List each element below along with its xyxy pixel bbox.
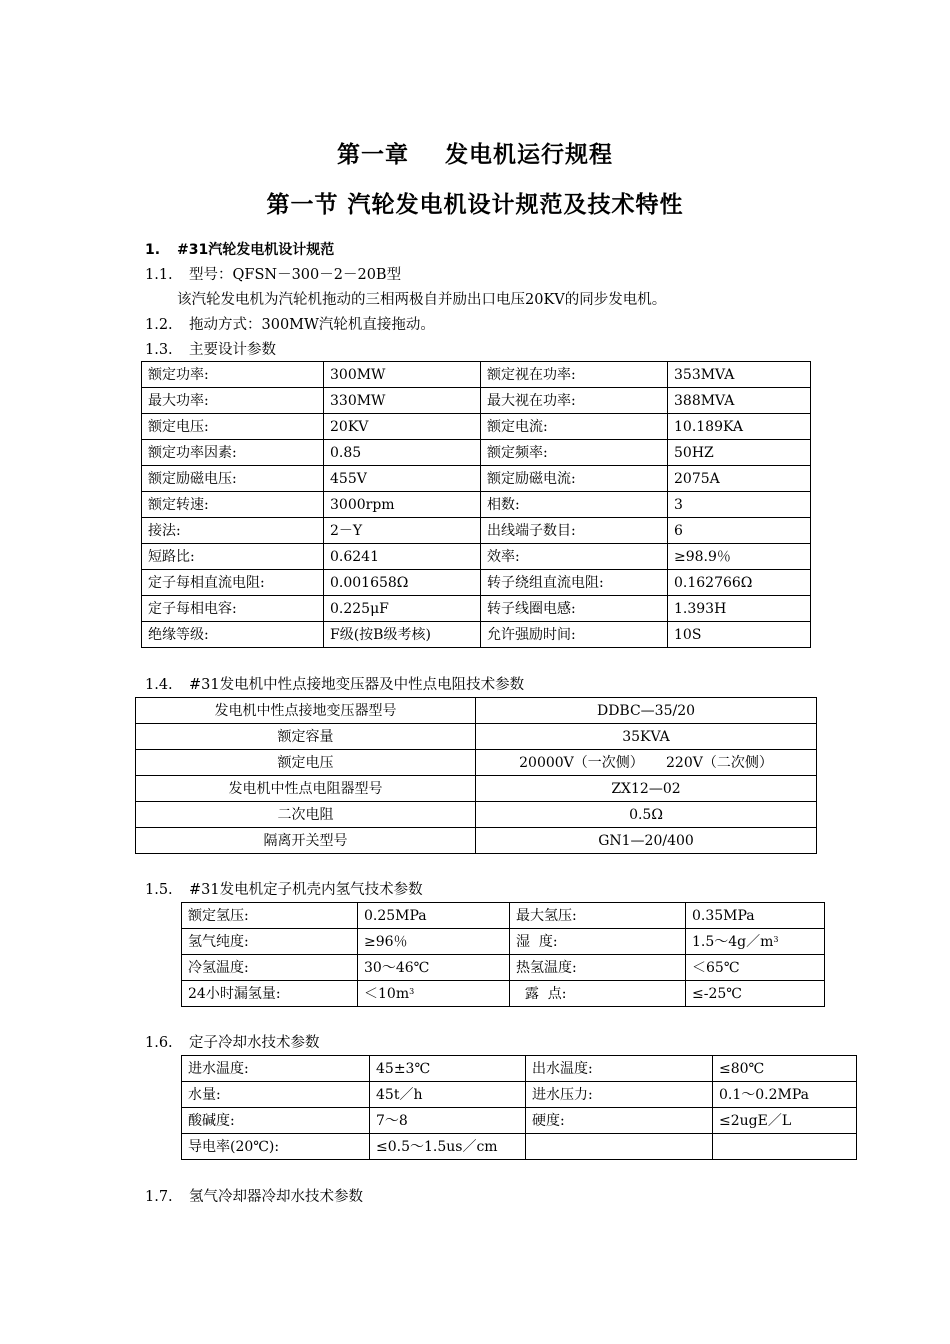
param-value: 455V — [324, 466, 481, 492]
param-value: 20KV — [324, 414, 481, 440]
table-row — [182, 1108, 857, 1134]
param-label: 额定电压 — [136, 750, 476, 776]
param-label: 进水压力: — [526, 1082, 713, 1108]
param-label: 额定功率: — [142, 362, 324, 388]
param-label: 额定励磁电流: — [481, 466, 668, 492]
section-1-4-text: #31发电机中性点接地变压器及中性点电阻技术参数 — [189, 677, 525, 693]
table-row — [136, 802, 817, 828]
param-value: 1.393H — [668, 596, 811, 622]
param-label: 湿 度: — [510, 929, 686, 955]
param-label: 隔离开关型号 — [136, 828, 476, 854]
param-value: 3000rpm — [324, 492, 481, 518]
param-value: 0.6241 — [324, 544, 481, 570]
param-value: 10.189KA — [668, 414, 811, 440]
section-1-5-number: 1.5. — [145, 882, 173, 898]
param-value — [358, 981, 510, 1007]
section-1-1-text: 型号：QFSN－300－2－20B型 — [189, 267, 402, 283]
generator-description: 该汽轮发电机为汽轮机拖动的三相两极自并励出口电压20KV的同步发电机。 — [177, 292, 667, 308]
table-row — [142, 466, 811, 492]
table-row — [136, 724, 817, 750]
hydrogen-parameters-table — [181, 902, 825, 1007]
param-label: 热氢温度: — [510, 955, 686, 981]
param-value: 35KVA — [476, 724, 817, 750]
param-label: 出线端子数目: — [481, 518, 668, 544]
section-1-3-text: 主要设计参数 — [189, 342, 276, 358]
main-design-parameters-table — [141, 361, 811, 648]
param-label: 额定转速: — [142, 492, 324, 518]
table-row — [142, 570, 811, 596]
param-label: 转子线圈电感: — [481, 596, 668, 622]
param-label: 冷氢温度: — [182, 955, 358, 981]
table-row — [182, 929, 825, 955]
table-row — [182, 1056, 857, 1082]
section-1-6-number: 1.6. — [145, 1035, 173, 1051]
section-1-3-number: 1.3. — [145, 342, 173, 358]
param-value: 2－Y — [324, 518, 481, 544]
table-row — [142, 414, 811, 440]
param-value: 0.5Ω — [476, 802, 817, 828]
param-value: ZX12—02 — [476, 776, 817, 802]
param-label: 最大视在功率: — [481, 388, 668, 414]
param-value: 3 — [668, 492, 811, 518]
param-value: ≥98.9％ — [668, 544, 811, 570]
param-label: 最大氢压: — [510, 903, 686, 929]
param-value: 6 — [668, 518, 811, 544]
section-1-2-number: 1.2. — [145, 317, 173, 333]
param-label: 额定视在功率: — [481, 362, 668, 388]
table-row — [182, 955, 825, 981]
param-label: 硬度: — [526, 1108, 713, 1134]
param-label: 露 点: — [510, 981, 686, 1007]
param-label: 酸碱度: — [182, 1108, 370, 1134]
param-label: 短路比: — [142, 544, 324, 570]
param-label: 出水温度: — [526, 1056, 713, 1082]
param-label: 额定容量 — [136, 724, 476, 750]
param-value: 0.35MPa — [686, 903, 825, 929]
param-value: ≤0.5～1.5us／cm — [370, 1134, 526, 1160]
section-1-number: 1. — [145, 242, 161, 258]
param-label: 额定励磁电压: — [142, 466, 324, 492]
param-value — [713, 1134, 857, 1160]
table-row — [142, 544, 811, 570]
param-value: 0.001658Ω — [324, 570, 481, 596]
param-label: 效率: — [481, 544, 668, 570]
param-value: 0.162766Ω — [668, 570, 811, 596]
param-label: 额定氢压: — [182, 903, 358, 929]
section-1-7-number: 1.7. — [145, 1189, 173, 1205]
param-value: 0.1～0.2MPa — [713, 1082, 857, 1108]
table-row — [182, 981, 825, 1007]
param-value: 0.85 — [324, 440, 481, 466]
table-row — [142, 388, 811, 414]
param-label — [526, 1134, 713, 1160]
param-value: 353MVA — [668, 362, 811, 388]
param-value: 45±3℃ — [370, 1056, 526, 1082]
leak-value: ＜10m — [364, 985, 410, 1002]
chapter-title: 第一章 发电机运行规程 — [336, 142, 614, 168]
table-row — [136, 776, 817, 802]
param-value: DDBC—35/20 — [476, 698, 817, 724]
param-label: 发电机中性点接地变压器型号 — [136, 698, 476, 724]
section-1-1-number: 1.1. — [145, 267, 173, 283]
param-value: 330MW — [324, 388, 481, 414]
param-label: 额定电压: — [142, 414, 324, 440]
param-value: ＜65℃ — [686, 955, 825, 981]
param-value: 388MVA — [668, 388, 811, 414]
param-value: 10S — [668, 622, 811, 648]
param-value: 0.225μF — [324, 596, 481, 622]
table-row — [142, 362, 811, 388]
leak-superscript: 3 — [409, 986, 415, 996]
section-1-4-number: 1.4. — [145, 677, 173, 693]
param-label: 二次电阻 — [136, 802, 476, 828]
param-value: ≤-25℃ — [686, 981, 825, 1007]
neutral-grounding-table — [135, 697, 817, 854]
table-row — [136, 750, 817, 776]
table-row — [182, 903, 825, 929]
table-row — [142, 596, 811, 622]
param-value — [686, 929, 825, 955]
table-row — [142, 622, 811, 648]
table-row — [142, 440, 811, 466]
table-row — [136, 698, 817, 724]
param-value: 20000V（一次侧） 220V（二次侧） — [476, 750, 817, 776]
table-row — [142, 492, 811, 518]
param-value: 7～8 — [370, 1108, 526, 1134]
stator-cooling-water-table — [181, 1055, 857, 1160]
table-row — [142, 518, 811, 544]
param-label: 额定功率因素: — [142, 440, 324, 466]
param-label: 接法: — [142, 518, 324, 544]
param-value: 0.25MPa — [358, 903, 510, 929]
param-label: 氢气纯度: — [182, 929, 358, 955]
section-title: 第一节 汽轮发电机设计规范及技术特性 — [266, 192, 684, 218]
param-value: 30～46℃ — [358, 955, 510, 981]
param-label: 定子每相电容: — [142, 596, 324, 622]
param-value: F级(按B级考核) — [324, 622, 481, 648]
section-1-title: #31汽轮发电机设计规范 — [177, 242, 335, 258]
param-value: 300MW — [324, 362, 481, 388]
section-1-6-text: 定子冷却水技术参数 — [189, 1035, 320, 1051]
section-1-2-text: 拖动方式：300MW汽轮机直接拖动。 — [189, 317, 435, 333]
param-label: 转子绕组直流电阻: — [481, 570, 668, 596]
param-label: 绝缘等级: — [142, 622, 324, 648]
param-label: 最大功率: — [142, 388, 324, 414]
param-label: 发电机中性点电阻器型号 — [136, 776, 476, 802]
param-label: 进水温度: — [182, 1056, 370, 1082]
param-label: 24小时漏氢量: — [182, 981, 358, 1007]
param-label: 允许强励时间: — [481, 622, 668, 648]
param-value: 45t／h — [370, 1082, 526, 1108]
section-1-5-text: #31发电机定子机壳内氢气技术参数 — [189, 882, 423, 898]
table-row — [182, 1082, 857, 1108]
param-label: 定子每相直流电阻: — [142, 570, 324, 596]
table-row — [136, 828, 817, 854]
param-value: ≥96％ — [358, 929, 510, 955]
param-value: 50HZ — [668, 440, 811, 466]
humidity-value: 1.5～4g／m — [692, 933, 774, 950]
param-label: 相数: — [481, 492, 668, 518]
param-label: 水量: — [182, 1082, 370, 1108]
param-value: GN1—20/400 — [476, 828, 817, 854]
param-value: 2075A — [668, 466, 811, 492]
param-label: 导电率(20℃): — [182, 1134, 370, 1160]
param-value: ≤80℃ — [713, 1056, 857, 1082]
param-value: ≤2ugE／L — [713, 1108, 857, 1134]
humidity-superscript: 3 — [773, 934, 779, 944]
section-1-7-text: 氢气冷却器冷却水技术参数 — [189, 1189, 363, 1205]
param-label: 额定频率: — [481, 440, 668, 466]
table-row — [182, 1134, 857, 1160]
param-label: 额定电流: — [481, 414, 668, 440]
